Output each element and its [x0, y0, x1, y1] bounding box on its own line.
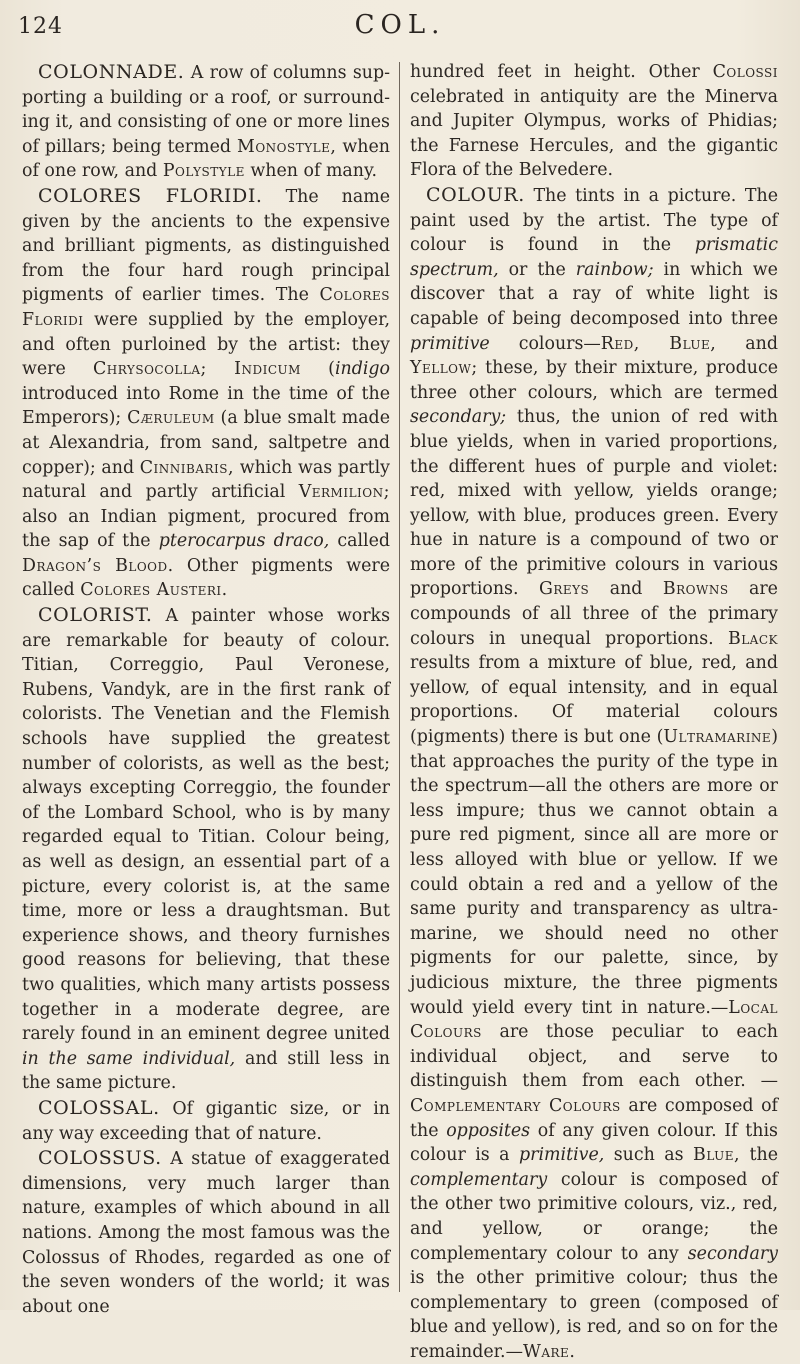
dictionary-entry [410, 183, 778, 1364]
small-caps-term: Cinnibaris, [139, 457, 235, 478]
small-caps-term: Indicum [234, 359, 301, 380]
entry-text: ) that approaches the purity of the type in the spectrum—all the others are more or less impure; thus we cannot obtain a pure red pigment, since all are more or less alloyed with blue or yellow. If we could obtain a red and a yellow of the same purity and transparency as ultramarine, we should need no other pigments for our palette, since, by judicious mixture, the three pigments would yield every tint in nature.— [410, 727, 778, 1018]
entry-text: or the [498, 259, 576, 280]
small-caps-term: Polystyle [162, 161, 245, 182]
small-caps-term: Chrysocolla; [93, 359, 207, 380]
small-caps-term: Dragon’s Blood. [22, 555, 174, 576]
right-column [410, 60, 778, 1364]
small-caps-term: Black [727, 628, 778, 649]
small-caps-term: Yellow; [410, 358, 478, 379]
entry-text: A painter whose works are remarkable for beauty of colour. Titian, Correggio, Paul Veronese, Rubens, Vandyk, are in the first rank of colorists. The Venetian and the Flemish schools have supplied the greatest number of colorists, as well as the best; always excepting Correggio, the founder of the Lombard School, who is by many regarded equal to Titian. Colour being, as well as design, an essential part of a picture, every colorist is, at the same time, more or less a draughtsman. But experience shows, and theory furnishes good reasons for believing, that these two qualities, which many artists possess together in a moderate degree, are rarely found in an eminent degree united [22, 606, 390, 1045]
small-caps-term: Local Colours [410, 997, 778, 1043]
italic-term: pterocarpus draco, [158, 531, 330, 552]
italic-term: in the same individual, [22, 1048, 236, 1069]
dictionary-entry [22, 60, 390, 184]
small-caps-term: Colores Floridi [22, 285, 390, 330]
small-caps-term: Blue, [693, 1145, 741, 1166]
small-caps-term: Complementary Colours [410, 1095, 621, 1116]
italic-term: opposites [446, 1120, 531, 1141]
entry-text: these, by their mixture, produce three other colours, which are termed [410, 358, 778, 403]
page-header [0, 8, 800, 42]
entry-text: ( [300, 359, 335, 380]
small-caps-term: Cæruleum [127, 408, 215, 429]
entry-continuation [410, 60, 778, 183]
entry-text: are composed of the [410, 1095, 778, 1141]
italic-term: prismatic spectrum, [410, 235, 778, 280]
italic-term: rainbow; [575, 259, 654, 280]
small-caps-term: Colores Austeri. [80, 580, 228, 601]
entry-text: A statue of exaggerated dimensions, very much larger than nature, examples of which abound in all nations. Among the most famous was the Colossus of Rhodes, regarded as one of the seven wonders of the world; it was about one [22, 1149, 390, 1317]
entry-text: Of gigantic size, or in any way exceeding that of nature. [22, 1098, 390, 1144]
running-head: COL. [354, 10, 446, 40]
page-number: 124 [18, 14, 63, 39]
entry-text: in which we discover that a ray of white light is capable of being decomposed into three [410, 259, 778, 329]
italic-term: primitive, [519, 1145, 605, 1166]
entry-headword: COLOSSAL. [38, 1096, 160, 1119]
entry-text: The tints in a picture. The paint used by the artist. The type of colour is found in the [410, 185, 778, 256]
italic-term: secondary [687, 1243, 778, 1264]
small-caps-term: Vermilion; [298, 482, 390, 503]
small-caps-term: Browns [662, 579, 729, 600]
entry-text: colour is composed of the other two primitive colours, viz., red, and yellow, or orange; the complementary colour to any [410, 1169, 778, 1264]
entry-text: hundred feet in height. Other [410, 62, 713, 82]
entry-text: and still less in the same picture. [22, 1048, 390, 1094]
left-column [22, 60, 390, 1319]
entry-headword: COLORIST. [38, 604, 153, 627]
small-caps-term: Red, Blue, [600, 333, 717, 354]
entry-text: are compounds of all three of the primary colours in unequal proportions. [410, 579, 778, 649]
entry-text: such as [604, 1145, 694, 1166]
entry-text: celebrated in antiquity are the Minerva and Jupiter Olympus, works of Phidias; the Farnese Hercules, and the gigantic Flora of the Belvedere. [410, 86, 778, 181]
entry-text: of any given colour. If this colour is a [410, 1120, 778, 1166]
small-caps-term: Ware. [522, 1341, 576, 1362]
entry-text [207, 359, 234, 379]
entry-text: introduced into Rome in the time of the Emperors); [22, 383, 390, 429]
italic-term: indigo [334, 359, 391, 380]
dictionary-entry [22, 1096, 390, 1146]
entry-text: is the other primitive colour; thus the complementary to green (composed of blue and yellow), is red, and so on for the remainder.— [410, 1268, 778, 1362]
entry-text: when of one row, and [22, 136, 390, 182]
entry-text: called [329, 531, 390, 552]
entry-headword: COLOUR. [426, 183, 525, 206]
dictionary-entry [22, 184, 390, 603]
entry-text: thus, the union of red with blue yields, when in varied proportions, the different hues of purple and violet: red, mixed with yellow, yields orange; yellow, with blue, produces green. Every hue in nature is a compound of two or more of the primitive colours in various proportions. [410, 407, 778, 600]
entry-text: also an Indian pigment, procured from the sap of the [22, 506, 390, 552]
small-caps-term: Greys [538, 579, 590, 600]
column-divider [399, 62, 400, 1292]
entry-text: A row of columns supporting a building or a roof, or surrounding it, and consisting of one or more lines of pillars; being termed [22, 63, 390, 157]
entry-text: Other pigments were called [22, 555, 390, 601]
entry-headword: COLOSSUS. [38, 1147, 162, 1170]
entry-text: were supplied by the employer, and often purloined by the artist: they were [22, 309, 390, 380]
small-caps-term: Colossi [712, 62, 778, 82]
entry-text: and [589, 579, 663, 600]
italic-term: secondary; [410, 407, 507, 428]
entry-text: (a blue smalt made at Alexandria, from sand, saltpetre and copper); and [22, 408, 390, 478]
italic-term: complementary [410, 1169, 548, 1190]
entry-text: which was partly natural and partly artificial [22, 457, 390, 503]
entry-headword: COLONNADE. [38, 61, 185, 83]
entry-text: results from a mixture of blue, red, and yellow, of equal intensity, and in equal proportions. Of material colours (pigments) there is but one ( [410, 653, 778, 748]
entry-headword: COLORES FLORIDI. [38, 184, 263, 207]
small-caps-term: Monostyle, [237, 136, 337, 157]
entry-text: the [740, 1145, 778, 1166]
italic-term: primitive [410, 333, 490, 354]
entry-text: colours— [489, 333, 601, 354]
small-caps-term: Ultramarine [663, 727, 772, 748]
entry-text: when of many. [244, 161, 378, 182]
entry-text: and [716, 333, 778, 354]
entry-text: are those peculiar to each individual object, and serve to distinguish them from each other. — [410, 1022, 778, 1092]
dictionary-entry [22, 1146, 390, 1319]
entry-text: The name given by the ancients to the expensive and brilliant pigments, as distinguished from the four hard rough principal pigments of earlier times. The [22, 186, 391, 306]
dictionary-entry [22, 603, 390, 1096]
